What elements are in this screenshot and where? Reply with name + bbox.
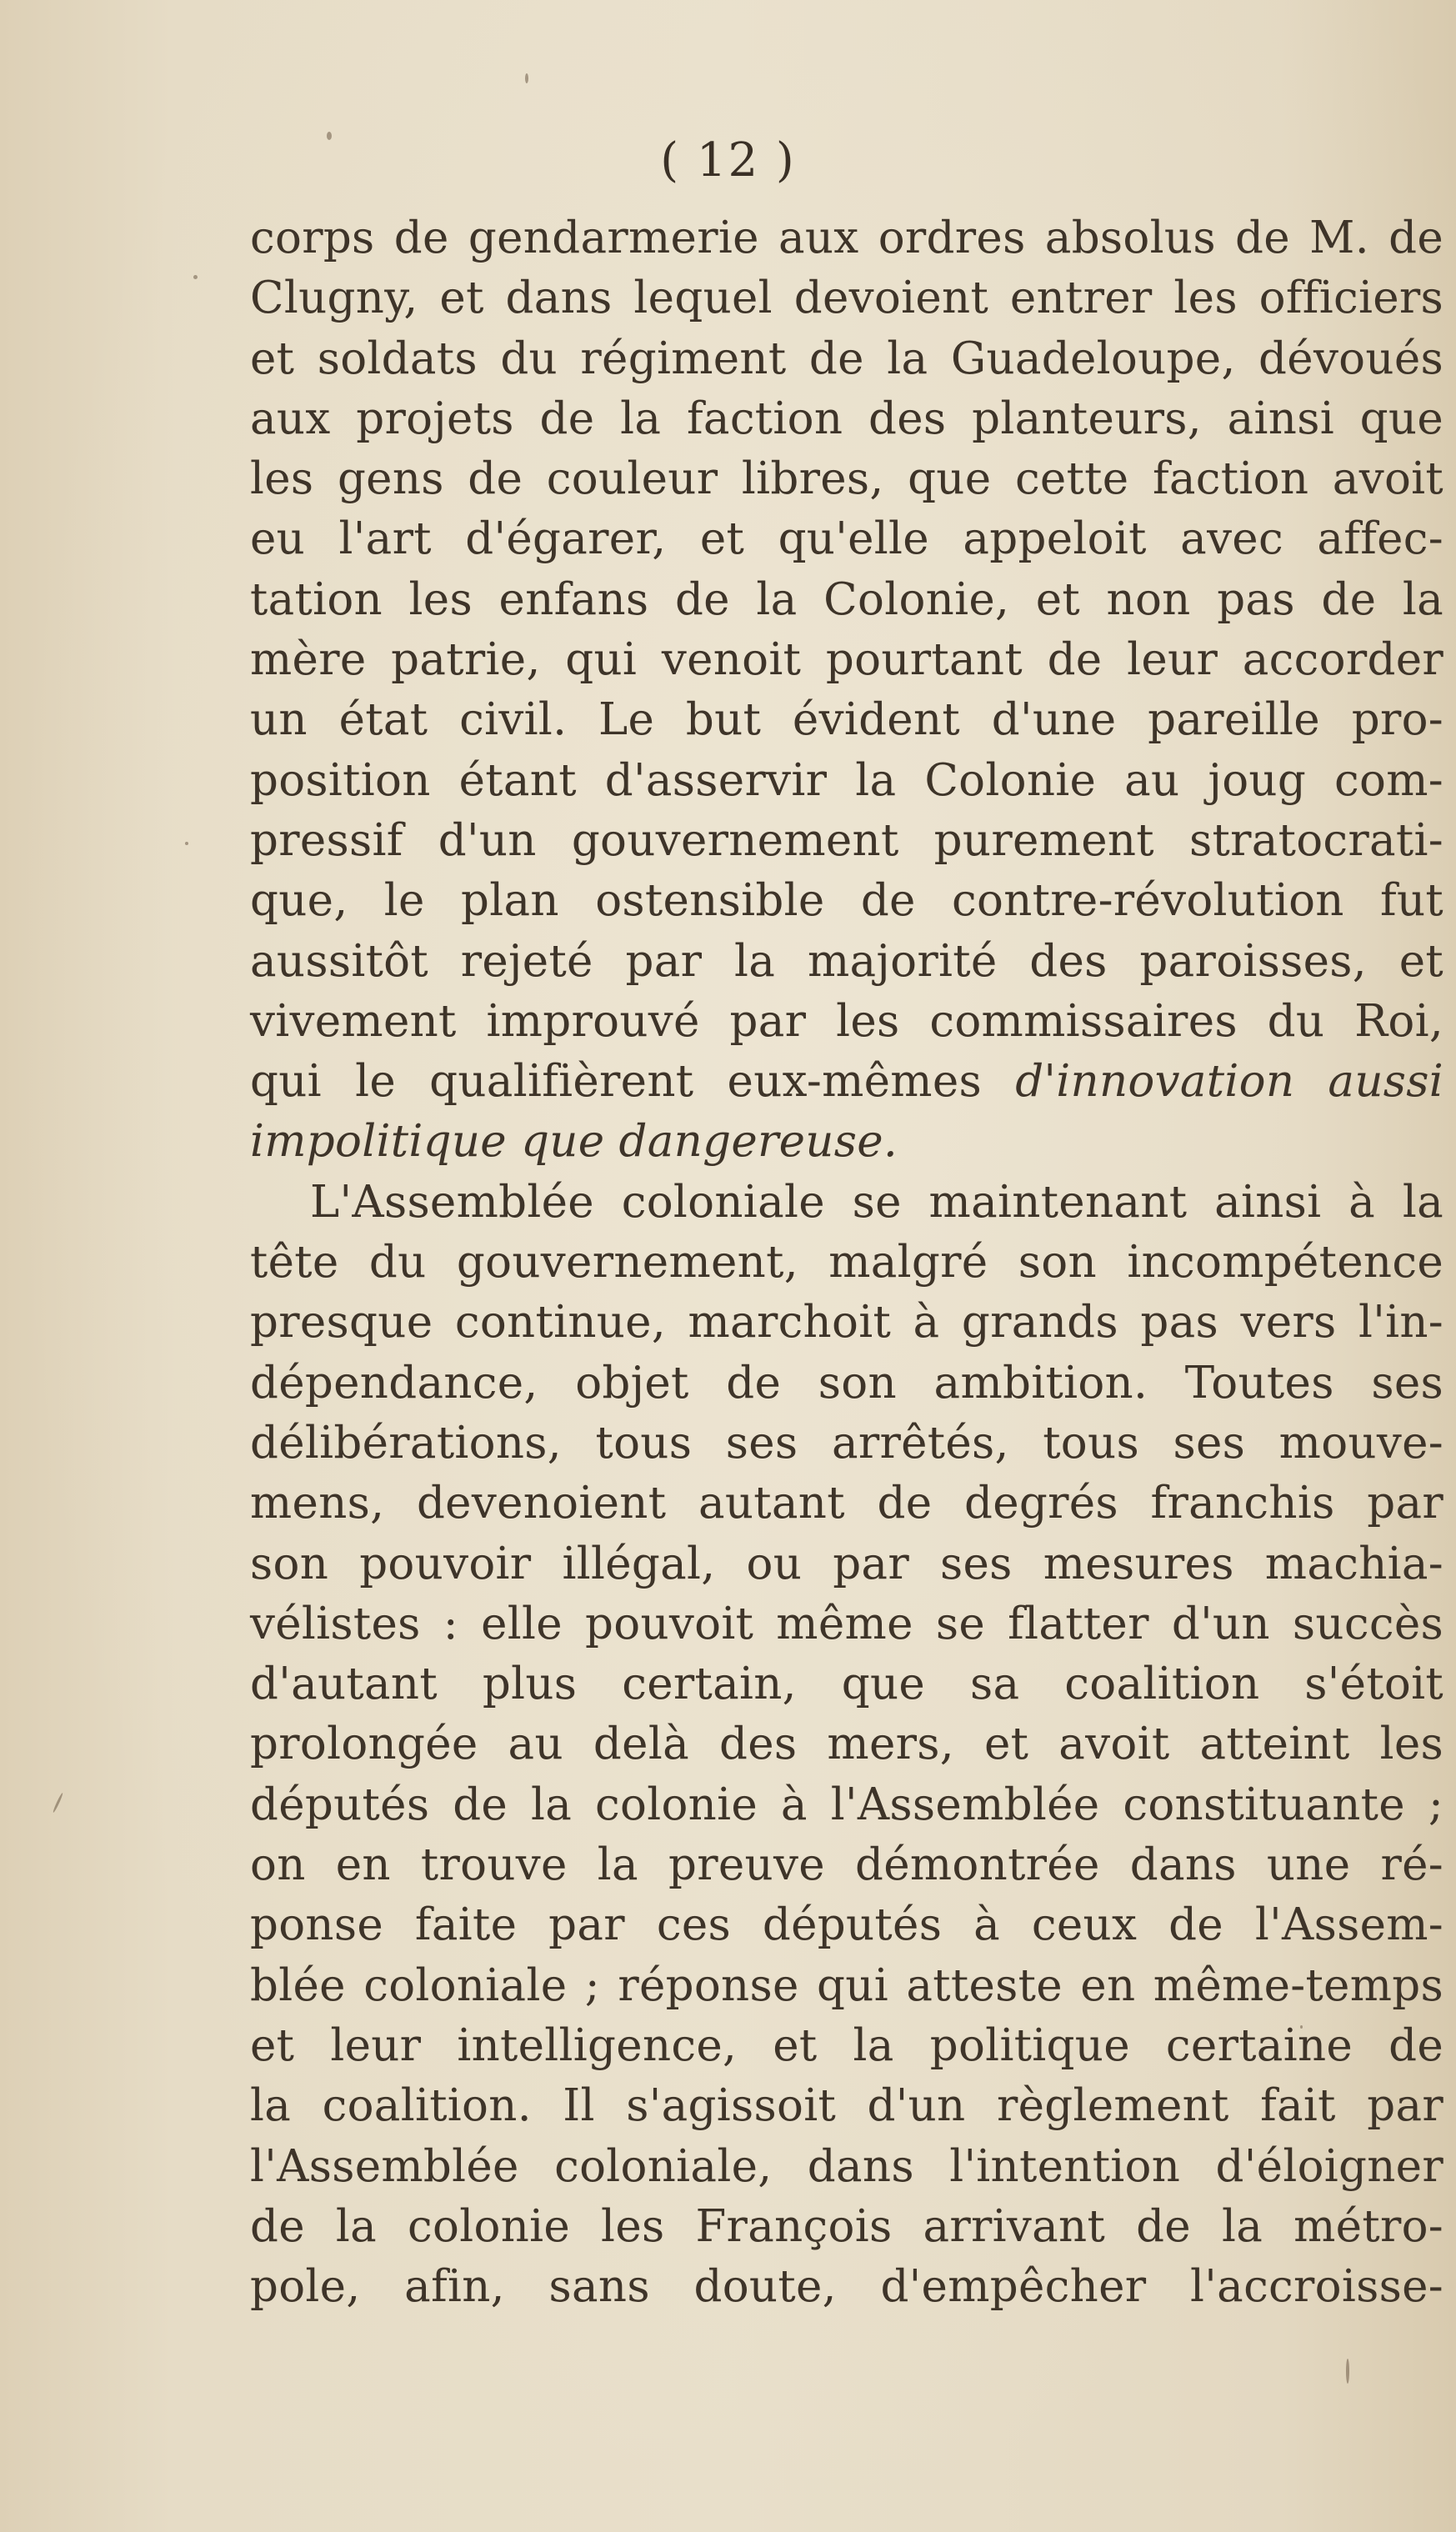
text-line: position étant d'asservir la Colonie au joug com-	[250, 754, 1443, 806]
paper-speck	[525, 73, 528, 83]
italic-quote: d'innovation aussi	[1015, 1056, 1443, 1108]
text-line: blée coloniale ; réponse qui atteste en même-temps	[250, 1959, 1443, 2011]
text-line: et leur intelligence, et la politique certaine de	[250, 2019, 1443, 2071]
text-line: ponse faite par ces députés à ceux de l'Assem-	[250, 1899, 1443, 1951]
page-number: ( 12 )	[660, 133, 796, 188]
paper-speck	[1346, 2359, 1349, 2384]
text-line: et soldats du régiment de la Guadeloupe, dévoués	[250, 333, 1443, 384]
text-line: mère patrie, qui venoit pourtant de leur accorder	[250, 634, 1443, 686]
text-line: Clugny, et dans lequel devoient entrer les officiers	[250, 273, 1443, 324]
text-line: presque continue, marchoit à grands pas vers l'in-	[250, 1297, 1443, 1349]
text-line: corps de gendarmerie aux ordres absolus de M. de	[250, 213, 1443, 263]
text-line: la coalition. Il s'agissoit d'un règlement fait par	[250, 2080, 1443, 2132]
text-line: aussitôt rejeté par la majorité des paroisses, et	[250, 935, 1443, 987]
paper-speck	[185, 842, 188, 845]
text-line: les gens de couleur libres, que cette faction avoit	[250, 453, 1443, 505]
paragraph-start-line: L'Assemblée coloniale se maintenant ainsi à la	[310, 1176, 1443, 1228]
paper-speck	[193, 275, 198, 279]
text-line: mens, devenoient autant de degrés franchis par	[250, 1478, 1443, 1529]
text-line: eu l'art d'égarer, et qu'elle appeloit avec affec-	[250, 513, 1443, 565]
text-line: on en trouve la preuve démontrée dans une ré-	[250, 1839, 1443, 1891]
body-text	[250, 208, 1443, 2317]
text-line: qui le qualifièrent eux-mêmes d'innovation aussi	[250, 1056, 1443, 1108]
text-line: tête du gouvernement, malgré son incompétence	[250, 1237, 1443, 1289]
text-line: vivement improuvé par les commissaires du Roi,	[250, 995, 1443, 1047]
text-line: pressif d'un gouvernement purement stratocrati-	[250, 814, 1443, 866]
text-line: prolongée au delà des mers, et avoit atteint les	[250, 1719, 1443, 1770]
text-line: un état civil. Le but évident d'une pareille pro-	[250, 694, 1443, 746]
paper-speck	[53, 1793, 64, 1814]
italic-quote: impolitique que dangereuse.	[250, 1116, 898, 1168]
text-line: députés de la colonie à l'Assemblée constituante ;	[250, 1779, 1443, 1830]
text-line: tation les enfans de la Colonie, et non pas de la	[250, 573, 1443, 625]
text-line: vélistes : elle pouvoit même se flatter d'un succès	[250, 1598, 1443, 1649]
text-line: aux projets de la faction des planteurs, ainsi que	[250, 393, 1443, 444]
text-line: son pouvoir illégal, ou par ses mesures machia-	[250, 1538, 1443, 1589]
text-line: pole, afin, sans doute, d'empêcher l'accroisse-	[250, 2261, 1443, 2313]
text-line: d'autant plus certain, que sa coalition s'étoit	[250, 1659, 1443, 1710]
text-line: l'Assemblée coloniale, dans l'intention d'éloigner	[250, 2140, 1443, 2192]
text-line: dépendance, objet de son ambition. Toutes ses	[250, 1357, 1443, 1409]
text-line: délibérations, tous ses arrêtés, tous ses mouve-	[250, 1417, 1443, 1469]
text-line: de la colonie les François arrivant de la métro-	[250, 2200, 1443, 2252]
text-line	[250, 1112, 1443, 1172]
text-line: que, le plan ostensible de contre-révolution fut	[250, 875, 1443, 927]
